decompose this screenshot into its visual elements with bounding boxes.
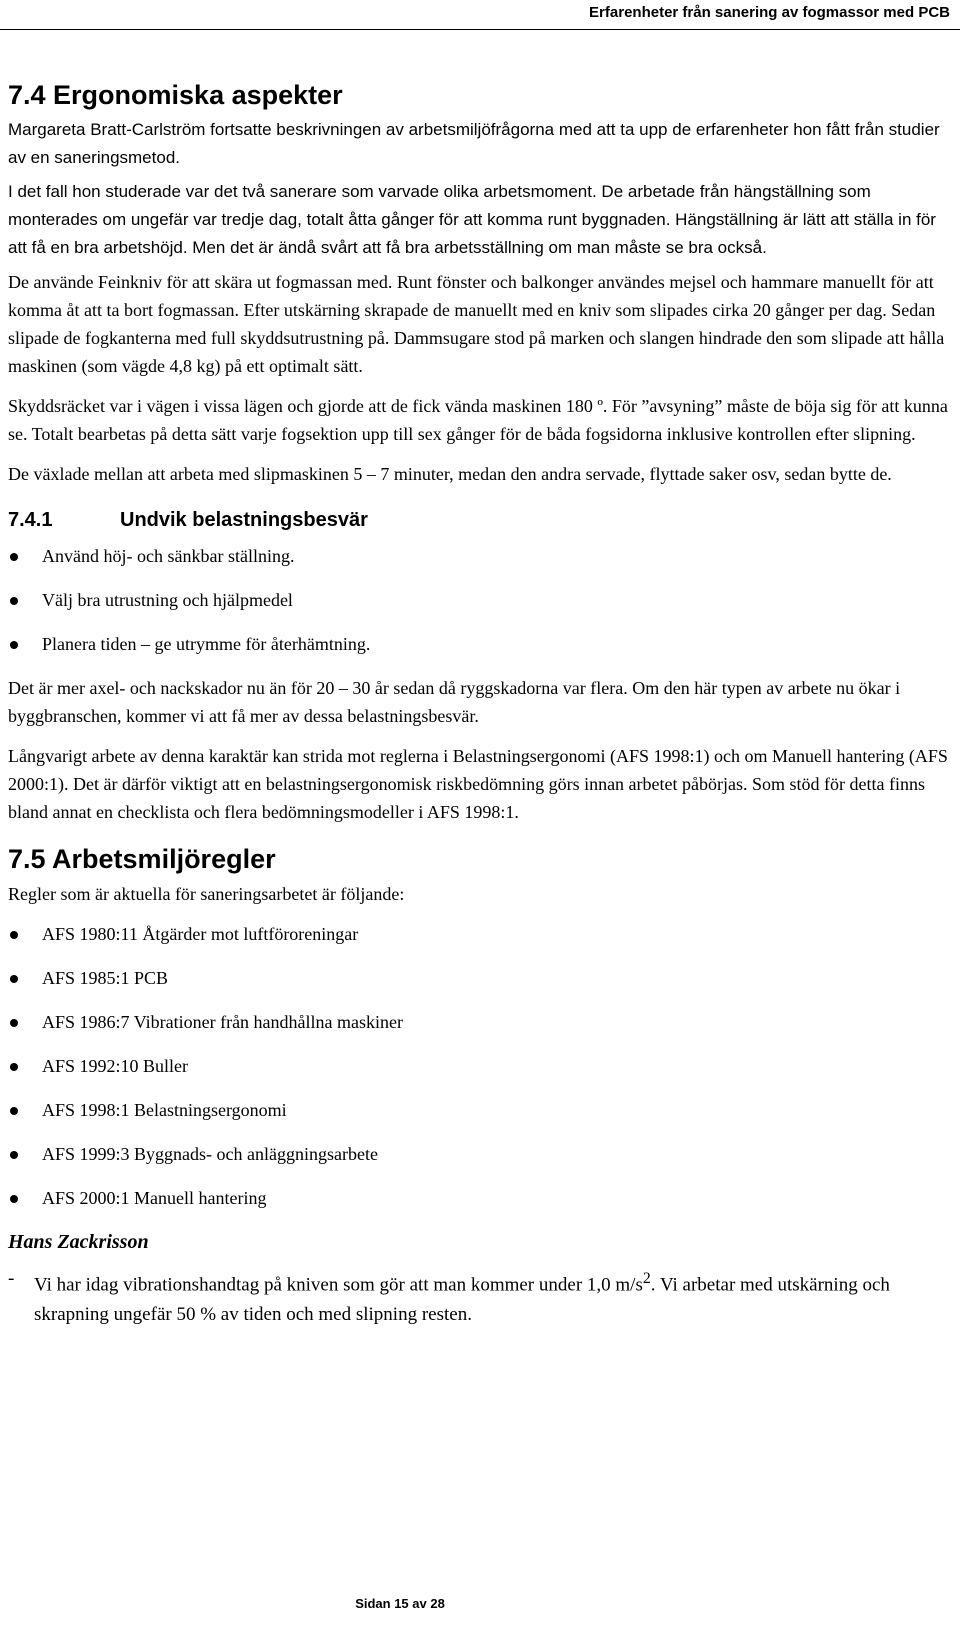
list-item-text: AFS 2000:1 Manuell hantering [42,1188,267,1208]
bullet-icon [10,641,18,649]
bullet-icon [10,597,18,605]
list-item [8,1140,953,1168]
paragraph: Skyddsräcket var i vägen i vissa lägen och gjorde att de fick vända maskinen 180 º. För ”avsyning” måste de böja sig för att kunna se. Totalt bearbetas på detta sätt varje fogsektion upp till sex gånger för de båda fogsidorna inklusive kontrollen efter slipning. [8,396,948,444]
bullet-icon [10,975,18,983]
list-item-text: AFS 1980:11 Åtgärder mot luftföroreningar [42,924,359,944]
bullet-icon [10,553,18,561]
list-item [8,1184,953,1212]
paragraph: Långvarigt arbete av denna karaktär kan strida mot reglerna i Belastningsergonomi (AFS 1998:1) och om Manuell hantering (AFS 2000:1). Det är därför viktigt att en belastningsergonomisk riskbedömning görs innan arbetet påbörjas. Som stöd för detta finns bland annat en checklista och flera bedömningsmodeller i AFS 1998:1. [8,746,948,822]
bullet-icon [10,1019,18,1027]
advice-list [8,542,953,658]
page-content [8,78,953,1330]
paragraph: Det är mer axel- och nackskador nu än för 20 – 30 år sedan då ryggskadorna var flera. Om den här typen av arbete nu ökar i byggbranschen, kommer vi att få mer av dessa belastningsbesvär. [8,678,901,726]
paragraph: De använde Feinkniv för att skära ut fogmassan med. Runt fönster och balkonger användes mejsel och hammare manuellt för att komma åt att ta bort fogmassan. Efter utskärning skrapade de manuellt med en kniv som slipades cirka 20 gånger per dag. Sedan slipade de fogkanterna med full skyddsutrustning på. Dammsugare stod på marken och slangen hindrade den som slipade att hålla maskinen (som vägde 4,8 kg) på ett optimalt sätt. [8,272,945,376]
bullet-icon [10,1151,18,1159]
page-footer [0,1596,800,1611]
subsection-heading-7-4-1 [8,506,953,534]
document-title: Erfarenheter från sanering av fogmassor med PCB [589,4,950,21]
quote-text-part2: . Vi arbetar med utskärning och skrapning ungefär 50 % av tiden och med slipning resten. [34,1274,890,1326]
bullet-icon [10,1107,18,1115]
list-item-text: AFS 1992:10 Buller [42,1056,189,1076]
bullet-icon [10,931,18,939]
dash-marker: - [8,1268,15,1289]
subsection-number: 7.4.1 [8,509,53,531]
bullet-icon [10,1195,18,1203]
list-item-text: AFS 1998:1 Belastningsergonomi [42,1100,287,1120]
list-item [8,586,953,614]
speaker-name: Hans Zackrisson [8,1231,149,1253]
section-heading-7-5: 7.5 Arbetsmiljöregler [8,844,276,874]
list-item-text: AFS 1999:3 Byggnads- och anläggningsarbete [42,1144,378,1164]
list-item [8,964,953,992]
paragraph: Regler som är aktuella för saneringsarbetet är följande: [8,884,405,904]
list-item [8,1096,953,1124]
list-item [8,1052,953,1080]
paragraph: Margareta Bratt-Carlström fortsatte beskrivningen av arbetsmiljöfrågorna med att ta upp de erfarenheter hon fått från studier av en saneringsmetod. [8,120,940,167]
list-item-text: AFS 1985:1 PCB [42,968,169,988]
section-heading-7-4: 7.4 Ergonomiska aspekter [8,80,343,110]
list-item [8,920,953,948]
speaker-quote [8,1264,953,1330]
running-header [0,0,960,30]
list-item-text: AFS 1986:7 Vibrationer från handhållna maskiner [42,1012,404,1032]
list-item [8,1008,953,1036]
list-item-text: Planera tiden – ge utrymme för återhämtning. [42,634,371,654]
quote-text-part1: Vi har idag vibrationshandtag på kniven som gör att man kommer under 1,0 m/s [34,1274,643,1296]
list-item [8,630,953,658]
page-number: Sidan 15 av 28 [355,1596,445,1611]
quote-superscript: 2 [642,1270,651,1287]
paragraph: De växlade mellan att arbeta med slipmaskinen 5 – 7 minuter, medan den andra servade, flyttade saker osv, sedan bytte de. [8,464,892,484]
bullet-icon [10,1063,18,1071]
list-item-text: Välj bra utrustning och hjälpmedel [42,590,293,610]
list-item-text: Använd höj- och sänkbar ställning. [42,546,295,566]
rules-list [8,920,953,1212]
subsection-title: Undvik belastningsbesvär [120,509,368,531]
paragraph: I det fall hon studerade var det två sanerare som varvade olika arbetsmoment. De arbetade från hängställning som monterades om ungefär var tredje dag, totalt åtta gånger för att komma runt byggnaden. Hängställning är lätt att ställa in för att få en bra arbetshöjd. Men det är ändå svårt att få bra arbetsställning om man måste se bra också. [8,182,936,257]
list-item [8,542,953,570]
